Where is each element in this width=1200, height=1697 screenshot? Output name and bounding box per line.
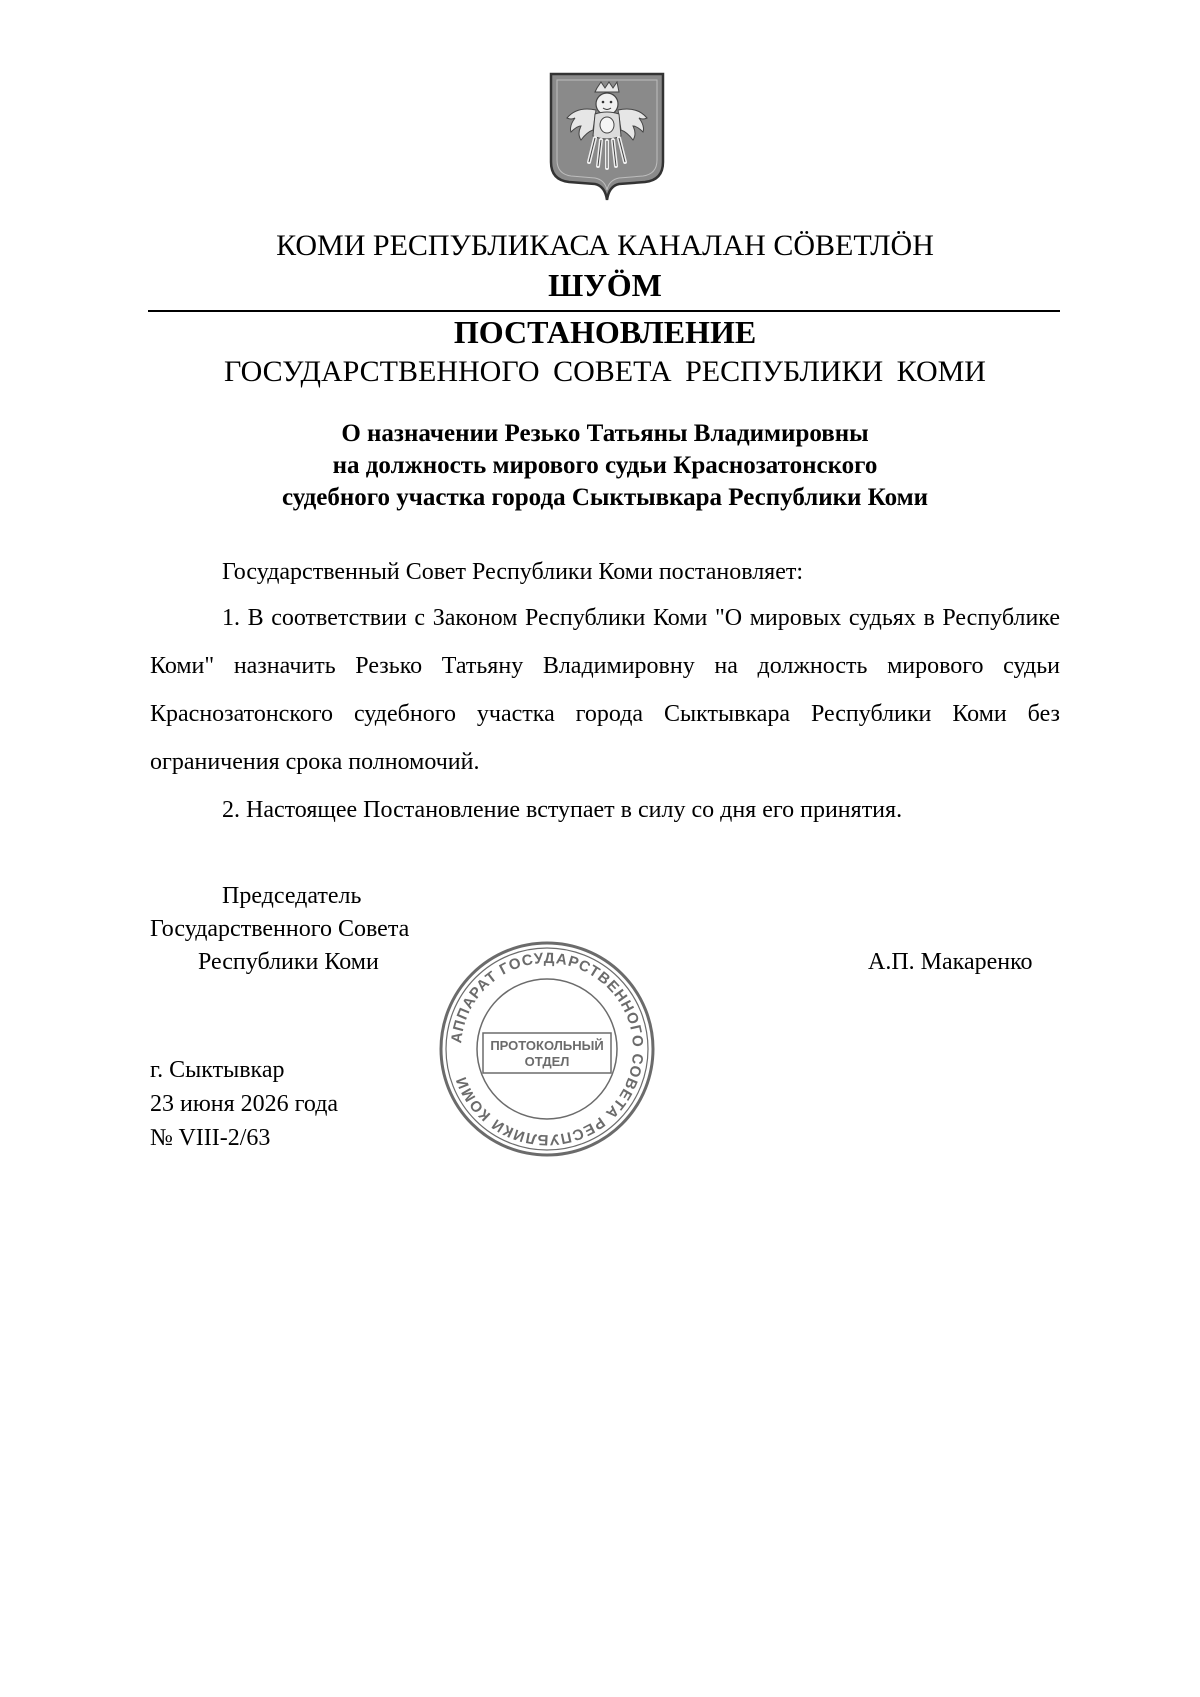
komi-coat-of-arms-icon [547,70,667,204]
footer-city: г. Сыктывкар [150,1057,285,1083]
header-shuom: ШУÖМ [548,267,662,303]
official-stamp [436,938,658,1160]
footer-number: № VIII-2/63 [150,1125,271,1151]
header-komi-title: КОМИ РЕСПУБЛИКАСА КАНАЛАН СÖВЕТЛÖН [276,229,934,262]
signatory-name: А.П. Макаренко [868,949,1033,975]
body-item-1: 1. В соответствии с Законом Республики Коми "О мировых судьях в Республике Коми" назначить Резько Татьяну Владимировну на должность мирового судьи Краснозатонского судебного участка города Сыктывкара Республики Коми без ограничения срока полномочий. [150,605,1060,775]
header-issuer: ГОСУДАРСТВЕННОГО СОВЕТА РЕСПУБЛИКИ КОМИ [224,355,986,388]
document-title-line: на должность мирового судьи Краснозатонского [332,452,878,479]
stamp-center-line: ОТДЕЛ [524,1054,570,1069]
stamp-ring-text: АППАРАТ ГОСУДАРСТВЕННОГО СОВЕТА РЕСПУБЛИКИ КОМИ [448,949,647,1149]
body-item-2: 2. Настоящее Постановление вступает в силу со дня его принятия. [222,797,903,823]
body-intro: Государственный Совет Республики Коми постановляет: [222,559,804,585]
stamp-center-line: ПРОТОКОЛЬНЫЙ [490,1038,604,1053]
footer-date: 23 июня 2026 года [150,1091,339,1117]
header-postanovlenie: ПОСТАНОВЛЕНИЕ [453,314,757,350]
signature-position-line: Государственного Совета [150,916,410,942]
signature-position-line: Республики Коми [198,949,379,975]
document-title-line: судебного участка города Сыктывкара Республики Коми [281,484,929,511]
document-title-line: О назначении Резько Татьяны Владимировны [341,420,869,447]
signature-position-line: Председатель [222,883,362,909]
